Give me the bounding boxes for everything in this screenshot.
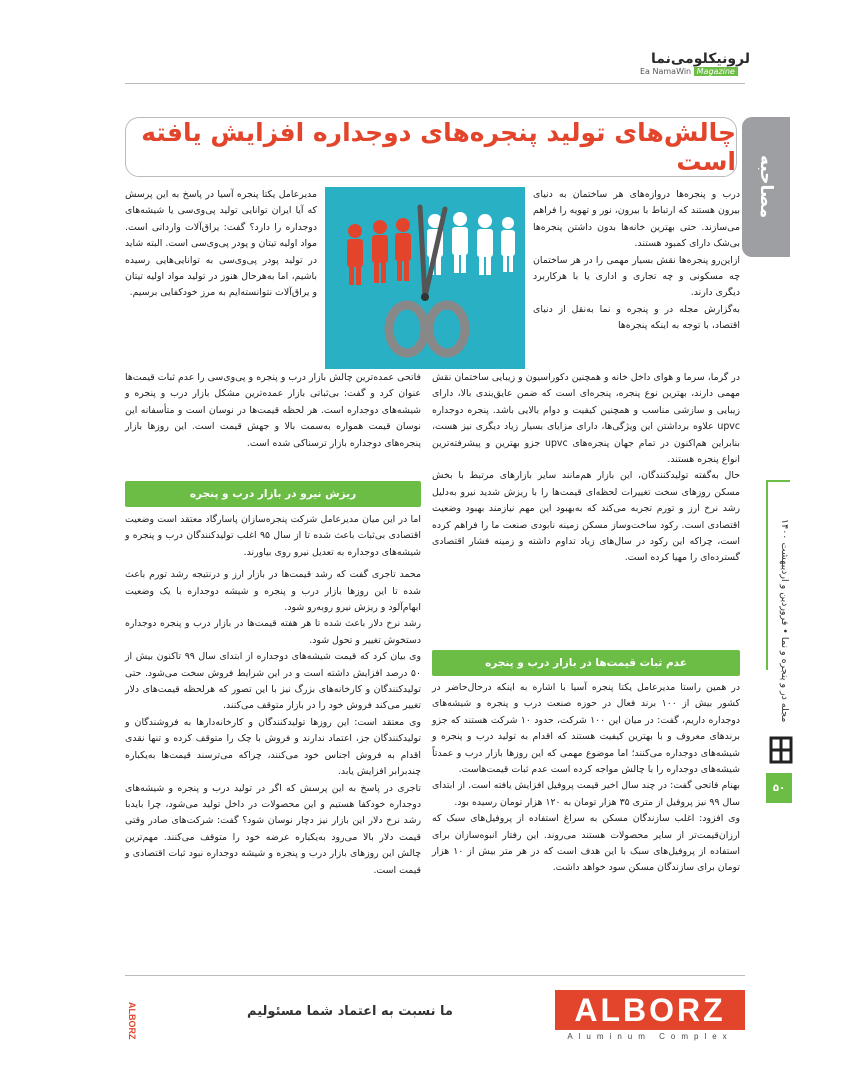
paragraph: وی بیان کرد که قیمت شیشه‌های دوجداره از ابتدای سال ۹۹ تاکنون بیش از ۵۰ درصد افزایش داشته است و در این شرایط فروش سخت می‌شود. حتی تولیدکنندگان و کارخانه‌های بزرگ نیز با این تصور که هرلحظه قیمت‌های دلار تغییر می‌کند فروش خود را در بازار متوقف می‌کنند. bbox=[125, 651, 421, 712]
column-left-lower bbox=[125, 512, 421, 879]
scissors-people-illustration bbox=[325, 187, 525, 369]
section-tab-label: مصاحبه bbox=[756, 155, 776, 219]
column-left-main bbox=[125, 370, 421, 452]
paragraph: وی افزود: اغلب سازندگان مسکن به سراغ استفاده از پروفیل‌های سبک که ارزان‌قیمت‌تر از سایر محصولات هستند می‌روند. این رفتار انبوه‌سازان برای استفاده از پروفیل‌های سبک با این هدف است که در هر متر بیش از ۱۰ هزار تومان برای سازندگان مسکن سود خواهد داشت. bbox=[432, 813, 740, 874]
side-line bbox=[766, 480, 768, 670]
paragraph: حال به‌گفته تولیدکنندگان، این بازار هم‌مانند سایر بازارهای مرتبط با بخش مسکن روزهای سخت تغییرات لحظه‌ای قیمت‌ها را با ریزش شدید نیرو به‌دلیل رشد نرخ ارز و تورم تجربه می‌کند که به‌بهبود این مهم نیازمند بهبود وضعیت اقتصادی است. رکود ساخت‌وساز مسکن زمینه نابودی صنعت ما را فراهم کرده است، چراکه این رکود در سال‌های زیاد تداوم داشته و زمینه فشار اقتصادی گسترده‌ای را مهیا کرده است. bbox=[432, 470, 740, 564]
section-heading-left: ریزش نیرو در بازار درب و پنجره bbox=[125, 481, 421, 507]
paragraph: به‌گزارش مجله در و پنجره و نما به‌نقل از دنیای اقتصاد، با توجه به اینکه پنجره‌ها bbox=[533, 303, 740, 332]
logo-subtitle: Aluminum Complex bbox=[567, 1032, 733, 1041]
paragraph: رشد نرخ دلار باعث شده تا هر هفته قیمت‌ها در بازار درب و پنجره دوجداره دستخوش تغییر و تحول شود. bbox=[125, 618, 421, 646]
section-tab bbox=[742, 117, 790, 257]
paragraph: محمد تاجری گفت که رشد قیمت‌ها در بازار ارز و درنتیجه رشد تورم باعث شده تا این روزها بازار درب و پنجره و شیشه دوجداره با یک وضعیت ابهام‌آلود و ریزش نیرو روبه‌رو شود. bbox=[125, 569, 421, 614]
masthead bbox=[640, 52, 750, 80]
paragraph: در گرما، سرما و هوای داخل خانه و همچنین دکوراسیون و زیبایی ساختمان نقش مهمی دارند، بهترین نوع پنجره، پنجره‌ای است که ضمن عایق‌بندی بالا، دارای زیبایی و سازشی مناسب و همچنین کیفیت و دوام بالایی باشد. پنجره دوجداره upvc علاوه برداشتن این ویژگی‌ها، دارای مزایای بسیار زیاد دیگری نیز هست، بنابراین هم‌اکنون در تمام جهان پنجره‌های upvc جزو بهترین و پیشرفته‌ترین انواع پنجره هستند. bbox=[432, 372, 740, 466]
footer-divider bbox=[125, 975, 745, 976]
masthead-title: لرونیکلومی‌نما bbox=[650, 51, 750, 67]
paragraph: وی معتقد است: این روزها تولیدکنندگان و کارخانه‌دارها به فروشندگان و تولیدکنندگان جز، اعتماد ندارند و فروش با چک را متوقف کرده و تنها نقدی اقدام به فروش اجناس خود می‌کنند، چراکه می‌ترسند قیمت‌ها به‌یکباره چندبرابر افزایش یابد. bbox=[125, 716, 421, 778]
side-divider bbox=[766, 480, 790, 482]
footer-vertical-brand: ALBORZ bbox=[127, 1001, 137, 1040]
paragraph: اما در این میان مدیرعامل شرکت پنجره‌سازان پاسارگاد معتقد است وضعیت اقتصادی بی‌ثبات باعث شده تا از سال ۹۵ اغلب تولیدکنندگان درب و پنجره و شیشه‌های دوجداره به تعدیل نیرو روی بیاورند. bbox=[125, 514, 421, 558]
paragraph: مدیرعامل یکتا پنجره آسیا در پاسخ به این پرسش که آیا ایران توانایی تولید پی‌وی‌سی یا شیشه‌های دوجداره را دارد؟ گفت: یراق‌آلات وارداتی است. مواد اولیه تیتان و پودر پی‌وی‌سی است. البته شاید در تولید پودر پی‌وی‌سی به توانایی‌هایی رسیده باشیم، اما به‌هرحال هنوز در تولید مواد اولیه تیتان و یراق‌آلات نتوانسته‌ایم به مرز خودکفایی برسیم. bbox=[124, 189, 317, 299]
window-icon bbox=[768, 735, 794, 765]
paragraph: تاجری در پاسخ به این پرسش که اگر در تولید درب و پنجره و شیشه‌های دوجداره خودکفا هستیم و این محصولات در داخل تولید می‌شود، چرا بایدبا رشد نرخ دلار این بازار نیز دچار نوسان شود؟ گفت: شرکت‌های صادر وقتی قیمت دلار بالا می‌رود به‌یکباره عرضه خود را متوقف می‌کنند. مهم‌ترین چالش این روزهای بازار درب و پنجره و شیشه دوجداره نبود ثبات اقتصادی و قیمت است. bbox=[125, 782, 421, 876]
alborz-logo bbox=[555, 990, 745, 1050]
paragraph: در همین راستا مدیرعامل یکتا پنجره آسیا با اشاره به اینکه درحال‌حاضر در کشور بیش از ۱۰۰ برند فعال در حوزه صنعت درب و پنجره و شیشه‌های دوجداره داریم، گفت: در میان این ۱۰۰ شرکت، حدود ۱۰ شرکت هستند که جزو برندهای معروف و با بهترین کیفیت هستند که اقدام به تولید درب و پنجره و شیشه‌های دوجداره می‌کنند؛ اما موضوع مهمی که این روزها بازار درب و عمدتاً شیشه‌های دوجداره را با چالش مواجه کرده است عدم ثبات قیمت‌هاست. bbox=[432, 682, 740, 776]
page-number: ۵۰ bbox=[766, 773, 792, 803]
column-right-lower bbox=[432, 680, 740, 877]
paragraph: درب و پنجره‌ها دروازه‌های هر ساختمان به دنیای بیرون هستند که ارتباط با بیرون، نور و تهویه را فراهم می‌سازند. حتی بهترین خانه‌ها بدون داشتن پنجره‌ها بی‌شک دارای کمبود هستند. bbox=[533, 189, 740, 250]
scissors-icon bbox=[325, 187, 525, 369]
column-right-main bbox=[432, 370, 740, 567]
paragraph: ازاین‌رو پنجره‌ها نقش بسیار مهمی را در هر ساختمان چه مسکونی و چه تجاری و اداری یا با هرکاربرد دیگری دارند. bbox=[533, 254, 740, 299]
paragraph: بهنام فاتحی گفت: در چند سال اخیر قیمت پروفیل افزایش یافته است. از ابتدای سال ۹۹ نیز پروفیل از متری ۳۵ هزار تومان به ۱۲۰ هزار تومان رسیده بود. bbox=[432, 780, 740, 808]
column-left-top bbox=[125, 187, 317, 302]
article-title: چالش‌های تولید پنجره‌های دوجداره افزایش یافته است bbox=[141, 118, 736, 176]
footer-slogan: ما نسبت به اعتماد شما مسئولیم bbox=[247, 1004, 453, 1019]
masthead-en: Ea NamaWin bbox=[640, 67, 692, 76]
journal-issue-label: مجله در و پنجره و نما • فروردین و اردیبهشت ۱۴۰۰ bbox=[779, 518, 790, 722]
title-box bbox=[125, 117, 737, 177]
masthead-subtitle bbox=[640, 67, 750, 77]
section-heading-right: عدم ثبات قیمت‌ها در بازار درب و پنجره bbox=[432, 650, 740, 676]
logo-word: ALBORZ bbox=[555, 990, 745, 1030]
masthead-magazine: Magazine bbox=[694, 67, 738, 76]
column-right-top bbox=[533, 187, 740, 335]
header-divider bbox=[125, 83, 745, 84]
paragraph: فاتحی عمده‌ترین چالش بازار درب و پنجره و پی‌وی‌سی را عدم ثبات قیمت‌ها عنوان کرد و گفت: بی‌ثباتی بازار عمده‌ترین مشکل بازار درب و پنجره و شیشه‌های دوجداره است. هر لحظه قیمت‌ها در نوسان است و متأسفانه این نوسان قیمت همواره به‌سمت بالا و جهش قیمت است. این روزها بازار پنجره‌های دوجداره بازار ترسناکی شده است. bbox=[125, 372, 421, 449]
